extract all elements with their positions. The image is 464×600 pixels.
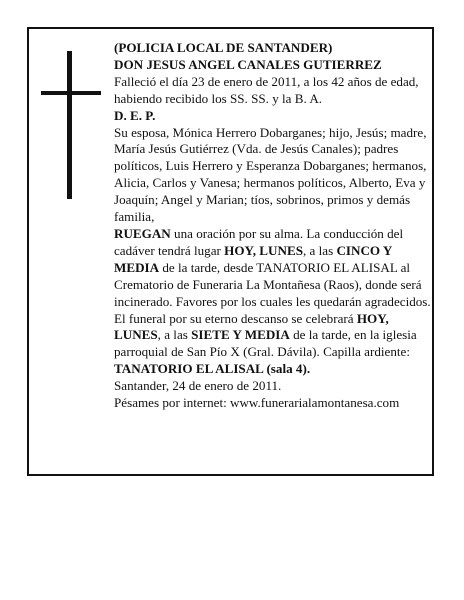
obituary-notice (27, 27, 434, 476)
ceremony-text-5: de la tarde, en la iglesia parroquial de San Pío X (Gral. Dávila). Capilla ardiente: (114, 327, 417, 360)
condolences-web: Pésames por internet: www.funerarialamontanesa.com (114, 395, 400, 411)
ceremony-text-1: una oración por su alma. La conducción del cadáver tendrá lugar (114, 225, 404, 258)
chapel-location: TANATORIO EL ALISAL (sala 4). (114, 361, 311, 377)
place-date: Santander, 24 de enero de 2011. (114, 378, 282, 394)
ruegan-label: RUEGAN (114, 225, 171, 241)
conduction-time: CINCO Y MEDIA (114, 242, 392, 275)
ceremony-details (114, 226, 434, 378)
family-list: Su esposa, Mónica Herrero Dobarganes; hijo, Jesús; madre, María Jesús Gutiérrez (Vda. de Jesús Canales); padres políticos, Luis Herrero y Esperanza Dobarganes; hermanos, Alicia, Carlos y Vanesa; hermanos políticos, Alberto, Eva y Joaquín; Angel y Marian; tíos, sobrinos, primos y demás familia, (114, 124, 427, 225)
rip-line: D. E. P. (114, 107, 156, 123)
cross-horizontal-bar (41, 91, 101, 95)
conduction-day: HOY, LUNES (224, 242, 303, 258)
death-details: Falleció el día 23 de enero de 2011, a los 42 años de edad, habiendo recibido los SS. SS. y la B. A. (114, 73, 419, 106)
deceased-name: DON JESUS ANGEL CANALES GUTIERREZ (114, 56, 382, 72)
notice-text (114, 40, 434, 412)
ceremony-text-3: de la tarde, desde TANATORIO EL ALISAL al Crematorio de Funeraria La Montañesa (Raos), donde será incinerado. Favores por los cuales les quedarán agradecidos. El funeral por su eterno descanso se celebrará (114, 259, 431, 326)
ceremony-text-2: , a las (302, 242, 337, 258)
cross-vertical-bar (67, 51, 72, 199)
funeral-day: HOY, LUNES (114, 310, 389, 343)
funeral-time: SIETE Y MEDIA (191, 327, 290, 343)
cross-icon (41, 51, 101, 201)
notice-header: (POLICIA LOCAL DE SANTANDER) (114, 40, 333, 55)
ceremony-text-4: , a las (157, 327, 192, 343)
